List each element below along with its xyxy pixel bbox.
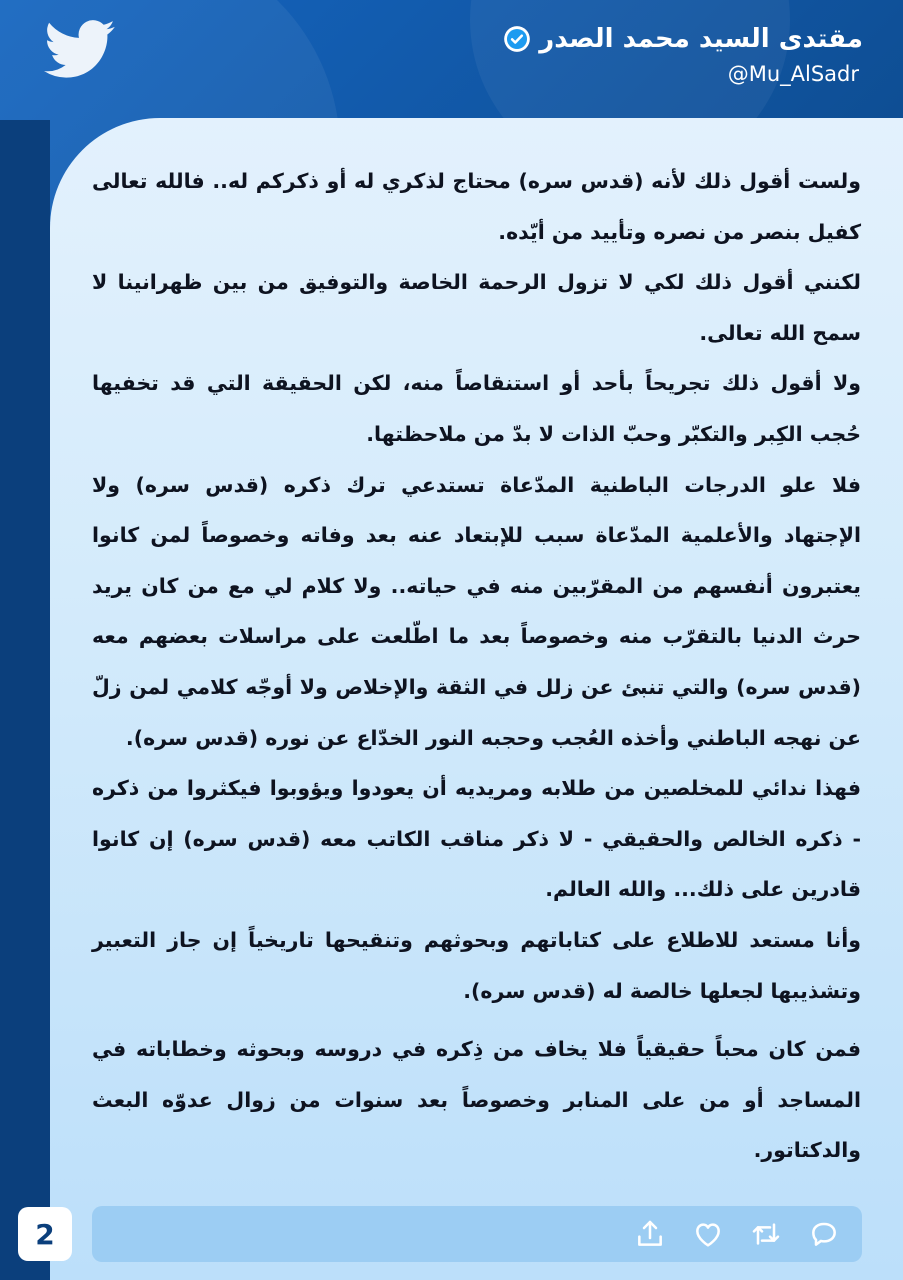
- like-button[interactable]: [688, 1214, 728, 1254]
- paragraph: ولا أقول ذلك تجريحاً بأحد أو استنقاصاً منه، لكن الحقيقة التي قد تخفيها حُجب الكِبر والتكبّر وحبّ الذات لا بدّ من ملاحظتها.: [92, 371, 861, 446]
- paragraph: وأنا مستعد للاطلاع على كتاباتهم وبحوثهم وتنقيحها تاريخياً إن جاز التعبير وتشذيبها لجعلها خالصة له (قدس سره).: [92, 927, 861, 1003]
- tweet-body: [92, 156, 861, 1176]
- share-button[interactable]: [630, 1214, 670, 1254]
- tweet-action-bar: [92, 1206, 862, 1262]
- paragraph: فمن كان محباً حقيقياً فلا يخاف من ذِكره في دروسه وبحوثه وخطاباته في المساجد أو من على المنابر وخصوصاً بعد سنوات من زوال عدوّه البعث والدكتاتور.: [92, 1037, 861, 1163]
- verified-badge-icon: [503, 25, 531, 53]
- author-handle[interactable]: @Mu_AlSadr: [727, 62, 859, 86]
- retweet-icon: [750, 1218, 782, 1250]
- reply-icon: [808, 1218, 840, 1250]
- retweet-button[interactable]: [746, 1214, 786, 1254]
- paragraph: ولست أقول ذلك لأنه (قدس سره) محتاج لذكري له أو ذكركم له.. فالله تعالى كفيل بنصر من نصره وتأييد من أيّده.: [92, 169, 861, 244]
- left-strip: [0, 120, 50, 1280]
- page-number-badge: 2: [18, 1207, 72, 1261]
- reply-button[interactable]: [804, 1214, 844, 1254]
- paragraph: فهذا ندائي للمخلصين من طلابه ومريديه أن يعودوا ويؤوبوا فيكثروا من ذكره - ذكره الخالص والحقيقي - لا ذكر مناقب الكاتب معه (قدس سره) إن كانوا قادرين على ذلك... والله العالم.: [92, 776, 861, 902]
- tweet-author: [503, 24, 863, 86]
- like-icon: [692, 1218, 724, 1250]
- author-display-name[interactable]: مقتدى السيد محمد الصدر: [539, 24, 863, 54]
- share-icon: [634, 1218, 666, 1250]
- twitter-bird-icon: [44, 20, 116, 80]
- paragraph: فلا علو الدرجات الباطنية المدّعاة تستدعي ترك ذكره (قدس سره) ولا الإجتهاد والأعلمية المدّعاة سبب للإبتعاد عنه بعد وفاته وخصوصاً لمن كانوا يعتبرون أنفسهم من المقرّبين منه في حياته.. ولا كلام لي مع من كان يريد حرث الدنيا بالتقرّب منه وخصوصاً بعد ما اطّلعت على مراسلات بعضهم معه (قدس سره) والتي تنبئ عن زلل في الثقة والإخلاص ولا أوجّه كلامي لمن زلّ عن نهجه الباطني وأخذه العُجب وحجبه النور الخدّاع عن نوره (قدس سره).: [92, 472, 861, 750]
- paragraph: لكنني أقول ذلك لكي لا تزول الرحمة الخاصة والتوفيق من بين ظهرانينا لا سمح الله تعالى.: [92, 270, 861, 345]
